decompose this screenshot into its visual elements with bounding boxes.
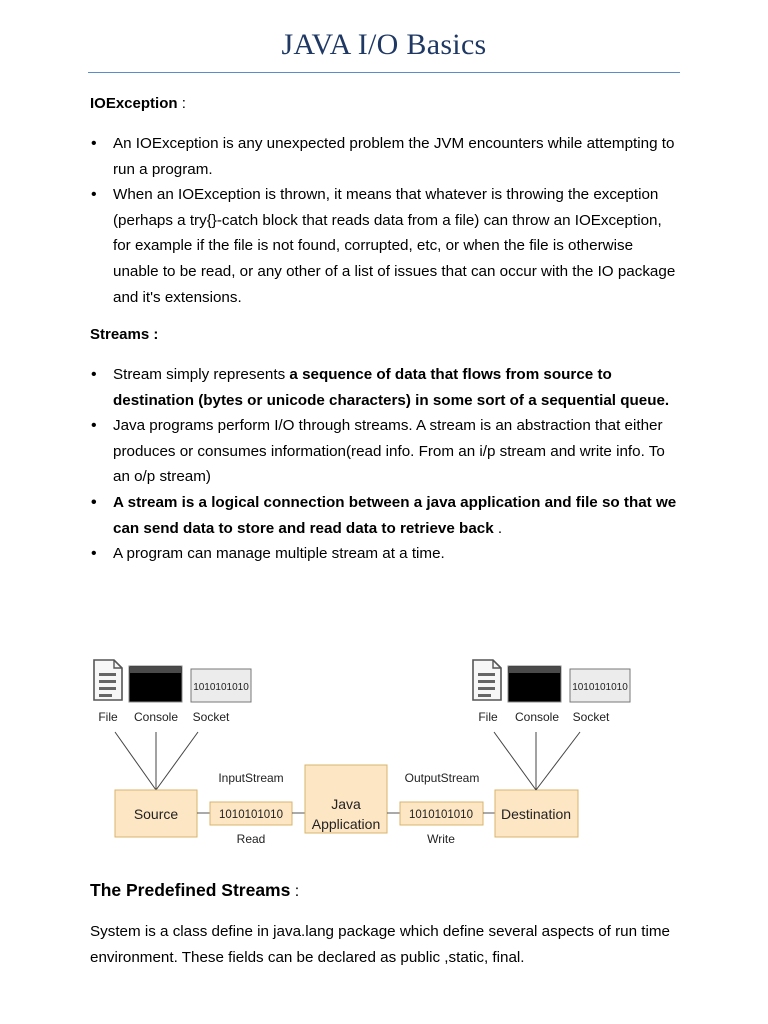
- file-icon: [473, 660, 501, 700]
- predefined-streams-paragraph: System is a class define in java.lang package which define several aspects of run time environment. These fields can be declared as public ,static, final.: [90, 923, 670, 966]
- stream-definition-text: Stream simply represents: [113, 366, 290, 383]
- title-divider: [88, 72, 680, 73]
- socket-icon: [191, 669, 251, 702]
- file-label: File: [98, 710, 118, 724]
- console-label: Console: [514, 710, 560, 724]
- stream-definition-bold: a sequence of data that flows from source to destination (bytes or unicode characters) in some sort of a sequential queue.: [113, 366, 670, 409]
- connector-line: [156, 732, 198, 790]
- ioexception-heading: [90, 95, 186, 112]
- connector-line: [494, 732, 536, 790]
- ioexception-list: [90, 131, 680, 310]
- file-label: File: [478, 710, 498, 724]
- console-icon: [508, 666, 561, 702]
- file-icon: [94, 660, 122, 700]
- list-item: • Java programs perform I/O through streams. A stream is an abstraction that either produces or consumes information(read info. From an i/p stream and write info. To an o/p stream): [90, 413, 680, 490]
- list-item: [90, 362, 680, 413]
- predefined-streams-heading: [90, 880, 299, 901]
- stream-connection-bold: A stream is a logical connection between a java application and file so that we can send data to store and read data to retrieve back: [113, 493, 677, 537]
- ioexception-heading-suffix: :: [177, 95, 186, 112]
- input-stream-label: InputStream: [218, 771, 284, 785]
- io-stream-diagram: [0, 650, 768, 850]
- list-item: [90, 490, 680, 541]
- socket-binary-text: 1010101010: [572, 682, 628, 693]
- console-label: Console: [133, 710, 179, 724]
- predefined-streams-heading-suffix: :: [290, 883, 300, 900]
- list-item: • An IOException is any unexpected problem the JVM encounters while attempting to run a program.: [90, 131, 680, 182]
- write-label: Write: [427, 832, 455, 846]
- socket-icon: [570, 669, 630, 702]
- list-item: • A program can manage multiple stream at a time.: [90, 541, 680, 567]
- list-item: • When an IOException is thrown, it means that whatever is throwing the exception (perhaps a try{}-catch block that reads data from a file) can throw an IOException, for example if the file is not found, corrupted, etc, or when the file is otherwise unable to be read, or any other of a list of issues that can occur with the IO package and it's extensions.: [90, 182, 680, 310]
- console-icon: [129, 666, 182, 702]
- java-application-line2: Application: [311, 816, 381, 832]
- input-bits-text: 1010101010: [219, 809, 283, 821]
- connector-line: [536, 732, 580, 790]
- streams-heading: Streams :: [90, 326, 159, 343]
- socket-label: Socket: [192, 710, 230, 724]
- connector-line: [115, 732, 156, 790]
- socket-label: Socket: [572, 710, 610, 724]
- read-label: Read: [236, 832, 266, 846]
- destination-label: Destination: [500, 806, 572, 822]
- socket-binary-text: 1010101010: [193, 682, 249, 693]
- java-application-line1: Java: [331, 796, 361, 812]
- output-stream-label: OutputStream: [404, 771, 480, 785]
- source-label: Source: [133, 806, 179, 822]
- stream-connection-suffix: .: [493, 519, 503, 537]
- page-title: JAVA I/O Basics: [281, 28, 487, 61]
- streams-list: [90, 362, 680, 567]
- output-bits-text: 1010101010: [409, 809, 473, 821]
- ioexception-heading-text: IOException: [90, 95, 178, 112]
- predefined-streams-heading-text: The Predefined Streams: [90, 880, 291, 900]
